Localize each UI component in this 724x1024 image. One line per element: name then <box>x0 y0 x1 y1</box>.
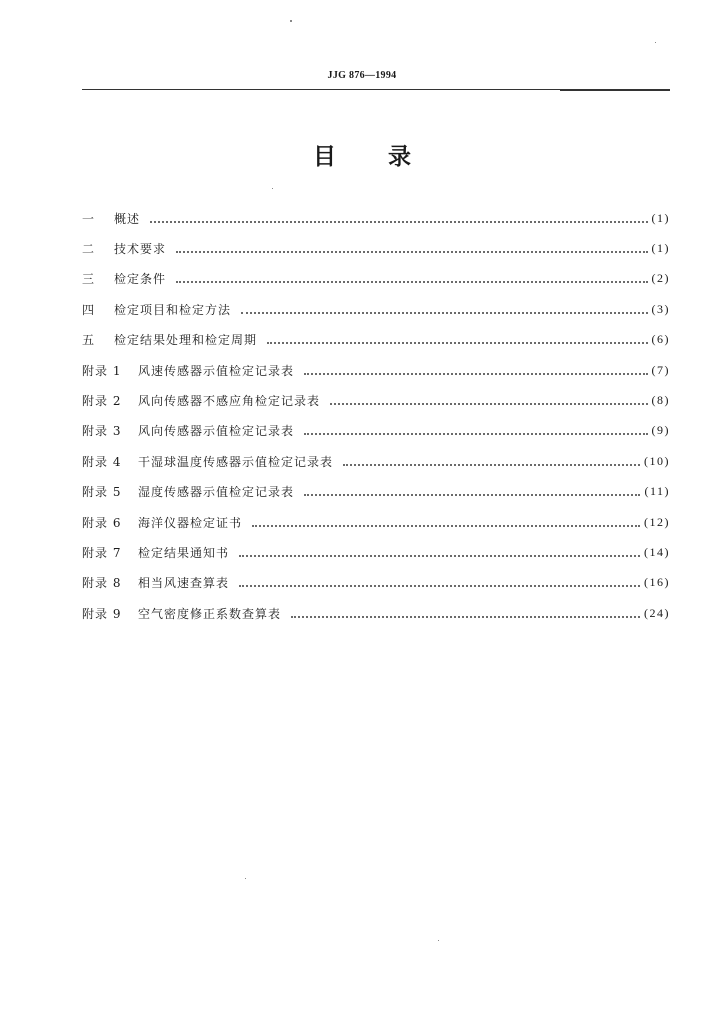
toc-entry <box>82 477 670 507</box>
toc-entry-number: 四 <box>82 302 96 317</box>
toc-dot-leader <box>267 330 647 344</box>
page-title <box>0 138 724 171</box>
title-char-2: 录 <box>388 144 411 170</box>
toc-entry-number: 附录 4 <box>82 454 122 469</box>
toc-entry-page: (6) <box>651 332 670 347</box>
table-of-contents <box>82 203 670 628</box>
title-char-1: 目 <box>313 144 336 170</box>
toc-entry-title: 概述 <box>114 211 141 226</box>
scan-speck <box>272 188 273 189</box>
toc-entry-title: 干湿球温度传感器示值检定记录表 <box>138 454 334 469</box>
toc-entry-number: 五 <box>82 333 96 348</box>
scan-speck <box>438 940 439 941</box>
toc-dot-leader <box>239 543 640 557</box>
toc-entry-number: 附录 8 <box>82 576 122 591</box>
toc-entry <box>82 325 670 355</box>
toc-entry <box>82 568 670 598</box>
toc-entry-page: (8) <box>651 393 670 408</box>
toc-entry-title: 风向传感器示值检定记录表 <box>138 424 295 439</box>
toc-dot-leader <box>176 269 647 283</box>
toc-dot-leader <box>304 421 647 435</box>
toc-entry-title: 湿度传感器示值检定记录表 <box>138 485 295 500</box>
toc-entry-title: 海洋仪器检定证书 <box>138 515 243 530</box>
toc-entry-number: 附录 5 <box>82 485 122 500</box>
toc-entry-title: 检定结果通知书 <box>138 545 230 560</box>
toc-entry-number: 附录 3 <box>82 424 122 439</box>
toc-entry <box>82 385 670 415</box>
toc-entry-page: (11) <box>644 484 670 499</box>
toc-dot-leader <box>330 391 647 405</box>
toc-entry-page: (14) <box>644 544 670 559</box>
toc-entry-page: (9) <box>651 423 670 438</box>
toc-dot-leader <box>252 513 640 527</box>
toc-entry-number: 附录 2 <box>82 394 122 409</box>
toc-dot-leader <box>343 452 640 466</box>
toc-entry-number: 三 <box>82 272 96 287</box>
toc-entry-title: 检定项目和检定方法 <box>114 302 232 317</box>
toc-entry-page: (1) <box>651 241 670 256</box>
toc-entry-title: 检定条件 <box>114 272 167 287</box>
toc-entry-page: (16) <box>644 575 670 590</box>
toc-entry-page: (24) <box>644 605 670 620</box>
scan-speck <box>245 878 246 879</box>
toc-entry-number: 二 <box>82 242 96 257</box>
toc-entry-page: (10) <box>644 453 670 468</box>
toc-entry-title: 风速传感器示值检定记录表 <box>138 363 295 378</box>
toc-entry <box>82 446 670 476</box>
toc-entry-title: 技术要求 <box>114 242 167 257</box>
toc-entry-number: 附录 1 <box>82 363 122 378</box>
toc-entry <box>82 203 670 233</box>
toc-entry-page: (12) <box>644 514 670 529</box>
toc-entry-number: 附录 9 <box>82 606 122 621</box>
toc-entry-title: 空气密度修正系数查算表 <box>138 606 282 621</box>
toc-dot-leader <box>150 209 647 223</box>
toc-entry <box>82 537 670 567</box>
toc-entry <box>82 507 670 537</box>
toc-entry-title: 相当风速查算表 <box>138 576 230 591</box>
toc-dot-leader <box>241 300 647 314</box>
toc-entry <box>82 233 670 263</box>
toc-entry-number: 附录 7 <box>82 545 122 560</box>
toc-dot-leader <box>176 239 647 253</box>
toc-entry-title: 检定结果处理和检定周期 <box>114 333 258 348</box>
toc-entry-page: (7) <box>651 362 670 377</box>
toc-entry-number: 附录 6 <box>82 515 122 530</box>
toc-entry <box>82 598 670 628</box>
toc-entry <box>82 294 670 324</box>
toc-entry <box>82 355 670 385</box>
header-rule-accent <box>560 89 670 91</box>
toc-dot-leader <box>291 604 640 618</box>
standard-code-header: JJG 876—1994 <box>327 70 397 81</box>
toc-dot-leader <box>239 573 640 587</box>
toc-entry-page: (1) <box>651 210 670 225</box>
toc-entry <box>82 416 670 446</box>
toc-entry <box>82 264 670 294</box>
toc-entry-page: (3) <box>651 301 670 316</box>
toc-dot-leader <box>304 361 647 375</box>
toc-dot-leader <box>304 482 640 496</box>
toc-entry-number: 一 <box>82 211 96 226</box>
scan-speck <box>655 42 656 43</box>
scan-speck <box>290 20 292 22</box>
toc-entry-title: 风向传感器不感应角检定记录表 <box>138 394 321 409</box>
toc-entry-page: (2) <box>651 271 670 286</box>
